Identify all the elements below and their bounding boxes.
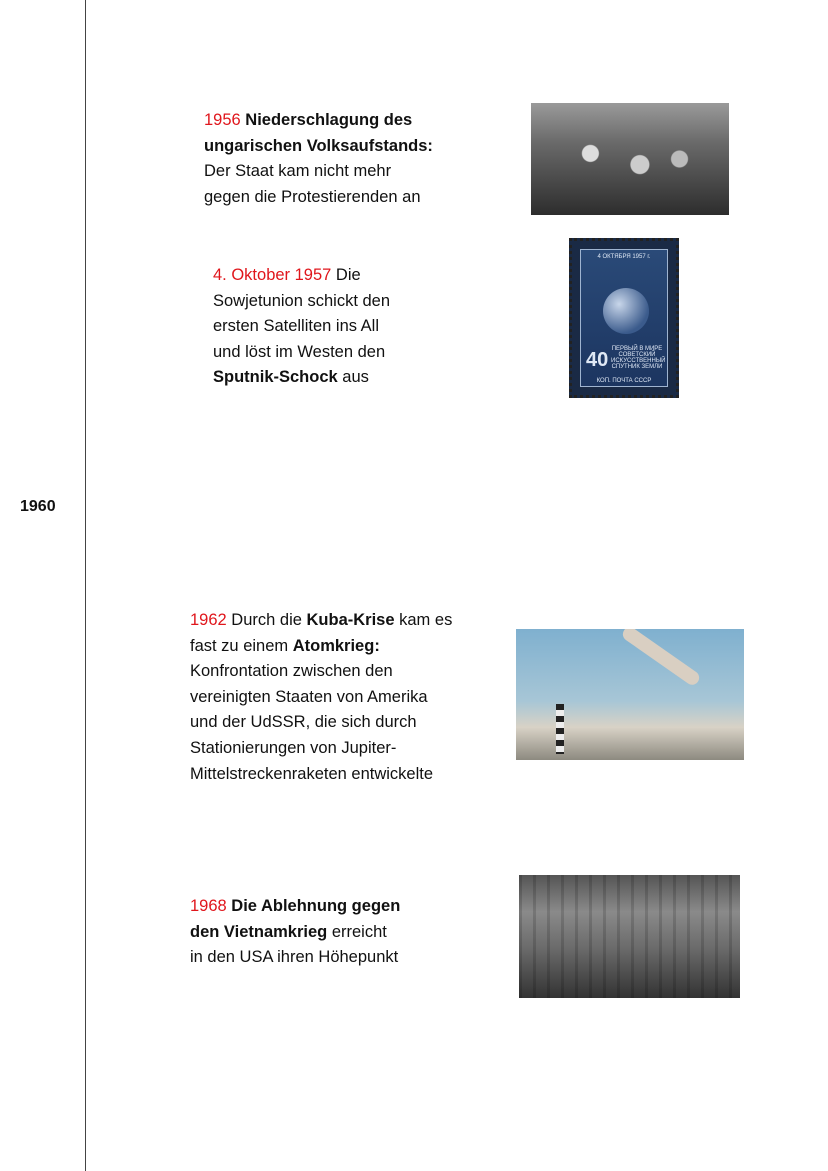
text-line — [190, 762, 452, 788]
hungarian-uprising-photo — [531, 103, 729, 215]
text-segment: Konfrontation zwischen den — [190, 662, 393, 681]
event-1957-text — [213, 263, 390, 391]
text-line — [190, 945, 400, 971]
text-line — [190, 634, 452, 660]
text-line — [204, 108, 433, 134]
event-1968-text — [190, 894, 400, 971]
text-segment: gegen die Protestierenden an — [204, 187, 421, 206]
text-segment: Sowjetunion schickt den — [213, 291, 391, 310]
rocket-launch-photo — [516, 629, 744, 760]
text-line — [213, 314, 390, 340]
bold-text: ungarischen Volksaufstands: — [204, 136, 433, 155]
text-line — [190, 659, 452, 685]
text-line — [213, 263, 390, 289]
text-line — [204, 159, 433, 185]
bold-text: Niederschlagung des — [245, 111, 413, 129]
stamp-date: 4 ОКТЯБРЯ 1957 г. — [597, 254, 651, 260]
text-segment: und der UdSSR, die sich durch — [190, 713, 417, 732]
event-1956-text — [204, 108, 433, 210]
date-highlight: 4. Oktober 1957 — [213, 266, 332, 284]
bold-text: Sputnik-Schock — [213, 368, 338, 387]
stamp-caption: ПЕРВЫЙ В МИРЕ СОВЕТСКИЙ ИСКУССТВЕННЫЙ СПУТНИК ЗЕМЛИ — [611, 346, 666, 370]
year-marker-1960: 1960 — [20, 498, 56, 515]
date-highlight: 1968 — [190, 897, 227, 915]
text-segment: Durch die — [226, 611, 307, 629]
text-segment: erreicht — [327, 922, 387, 941]
bold-text: den Vietnamkrieg — [190, 922, 328, 941]
text-segment: in den USA ihren Höhepunkt — [190, 948, 399, 967]
text-segment: und löst im Westen den — [213, 342, 386, 361]
globe-icon — [603, 288, 649, 334]
text-line — [190, 685, 452, 711]
text-segment: Stationierungen von Jupiter- — [190, 738, 397, 757]
text-line — [204, 185, 433, 211]
bold-text: Atomkrieg: — [292, 636, 380, 655]
text-line — [190, 710, 452, 736]
text-segment: Der Staat kam nicht mehr — [204, 162, 392, 181]
text-segment: Die — [331, 266, 361, 284]
bold-text: Kuba-Krise — [306, 611, 395, 629]
sputnik-stamp-image — [569, 238, 679, 398]
date-highlight: 1956 — [204, 111, 246, 129]
text-segment: kam es — [394, 611, 453, 629]
event-1962-text — [190, 608, 452, 787]
text-line — [213, 289, 390, 315]
text-line — [190, 736, 452, 762]
text-segment: vereinigten Staaten von Amerika — [190, 687, 428, 706]
stamp-value: 40 — [586, 349, 609, 371]
text-segment: ersten Satelliten ins All — [213, 317, 380, 336]
text-line — [190, 894, 400, 920]
text-line — [213, 340, 390, 366]
text-line — [213, 365, 390, 391]
text-segment: fast zu einem — [190, 636, 293, 655]
timeline-axis — [85, 0, 86, 1171]
bold-text: Die Ablehnung gegen — [226, 897, 401, 915]
stamp-footer: КОП. ПОЧТА СССР — [596, 378, 652, 384]
text-segment: Mittelstreckenraketen entwickelte — [190, 764, 434, 783]
text-line — [190, 920, 400, 946]
text-segment: aus — [337, 368, 369, 387]
text-line — [204, 134, 433, 160]
vietnam-war-photo — [519, 875, 740, 998]
date-highlight: 1962 — [190, 611, 227, 629]
text-line — [190, 608, 452, 634]
